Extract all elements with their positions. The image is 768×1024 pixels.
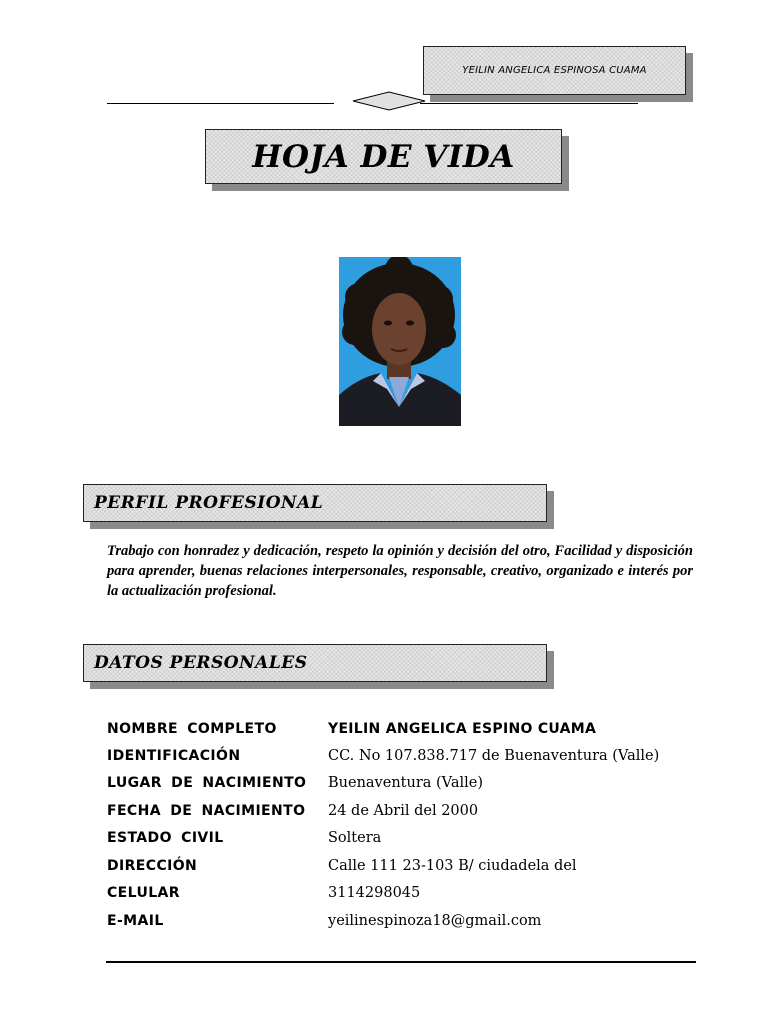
data-value: Buenaventura (Valle) — [328, 775, 483, 791]
data-label: ESTADO CIVIL — [107, 830, 224, 846]
document-title: HOJA DE VIDA — [252, 138, 515, 175]
profile-photo-illustration — [339, 257, 461, 426]
data-value: Calle 111 23-103 B/ ciudadela del — [328, 858, 577, 874]
data-label: IDENTIFICACIÓN — [107, 748, 241, 764]
section-header-datos — [83, 644, 547, 682]
data-value: yeilinespinoza18@gmail.com — [328, 913, 542, 929]
data-row-celular — [107, 885, 707, 912]
data-value: Soltera — [328, 830, 382, 846]
data-value: 24 de Abril del 2000 — [328, 803, 479, 819]
data-row-fecha-nacimiento — [107, 803, 707, 830]
data-row-email — [107, 913, 707, 940]
data-row-estado-civil — [107, 830, 707, 857]
header-name: YEILIN ANGELICA ESPINOSA CUAMA — [462, 65, 647, 76]
data-label: E-MAIL — [107, 913, 164, 929]
section-title-datos: DATOS PERSONALES — [94, 653, 308, 673]
profile-photo — [339, 257, 461, 426]
bottom-divider — [106, 961, 696, 963]
section-title-perfil: PERFIL PROFESIONAL — [94, 493, 324, 513]
header-rule-left — [107, 103, 334, 104]
data-value: 3114298045 — [328, 885, 421, 901]
profile-summary: Trabajo con honradez y dedicación, respeto la opinión y decisión del otro, Facilidad y disposición para aprender, buenas relaciones interpersonales, responsable, creativo, organizado e interés por la actualización profesional. — [107, 543, 693, 599]
section-header-perfil — [83, 484, 547, 522]
data-label: FECHA DE NACIMIENTO — [107, 803, 306, 819]
data-row-identificacion — [107, 748, 707, 775]
data-label: LUGAR DE NACIMIENTO — [107, 775, 307, 791]
data-row-lugar-nacimiento — [107, 775, 707, 802]
document-title-box — [205, 129, 562, 184]
diamond-ornament — [352, 91, 426, 111]
data-value: CC. No 107.838.717 de Buenaventura (Valle) — [328, 748, 660, 764]
data-row-nombre — [107, 721, 707, 748]
data-label: CELULAR — [107, 885, 180, 901]
data-label: DIRECCIÓN — [107, 858, 198, 874]
data-value: YEILIN ANGELICA ESPINO CUAMA — [328, 721, 597, 737]
header-rule-right — [420, 103, 638, 104]
header-name-box — [423, 46, 686, 95]
data-label: NOMBRE COMPLETO — [107, 721, 277, 737]
data-row-direccion — [107, 858, 707, 885]
